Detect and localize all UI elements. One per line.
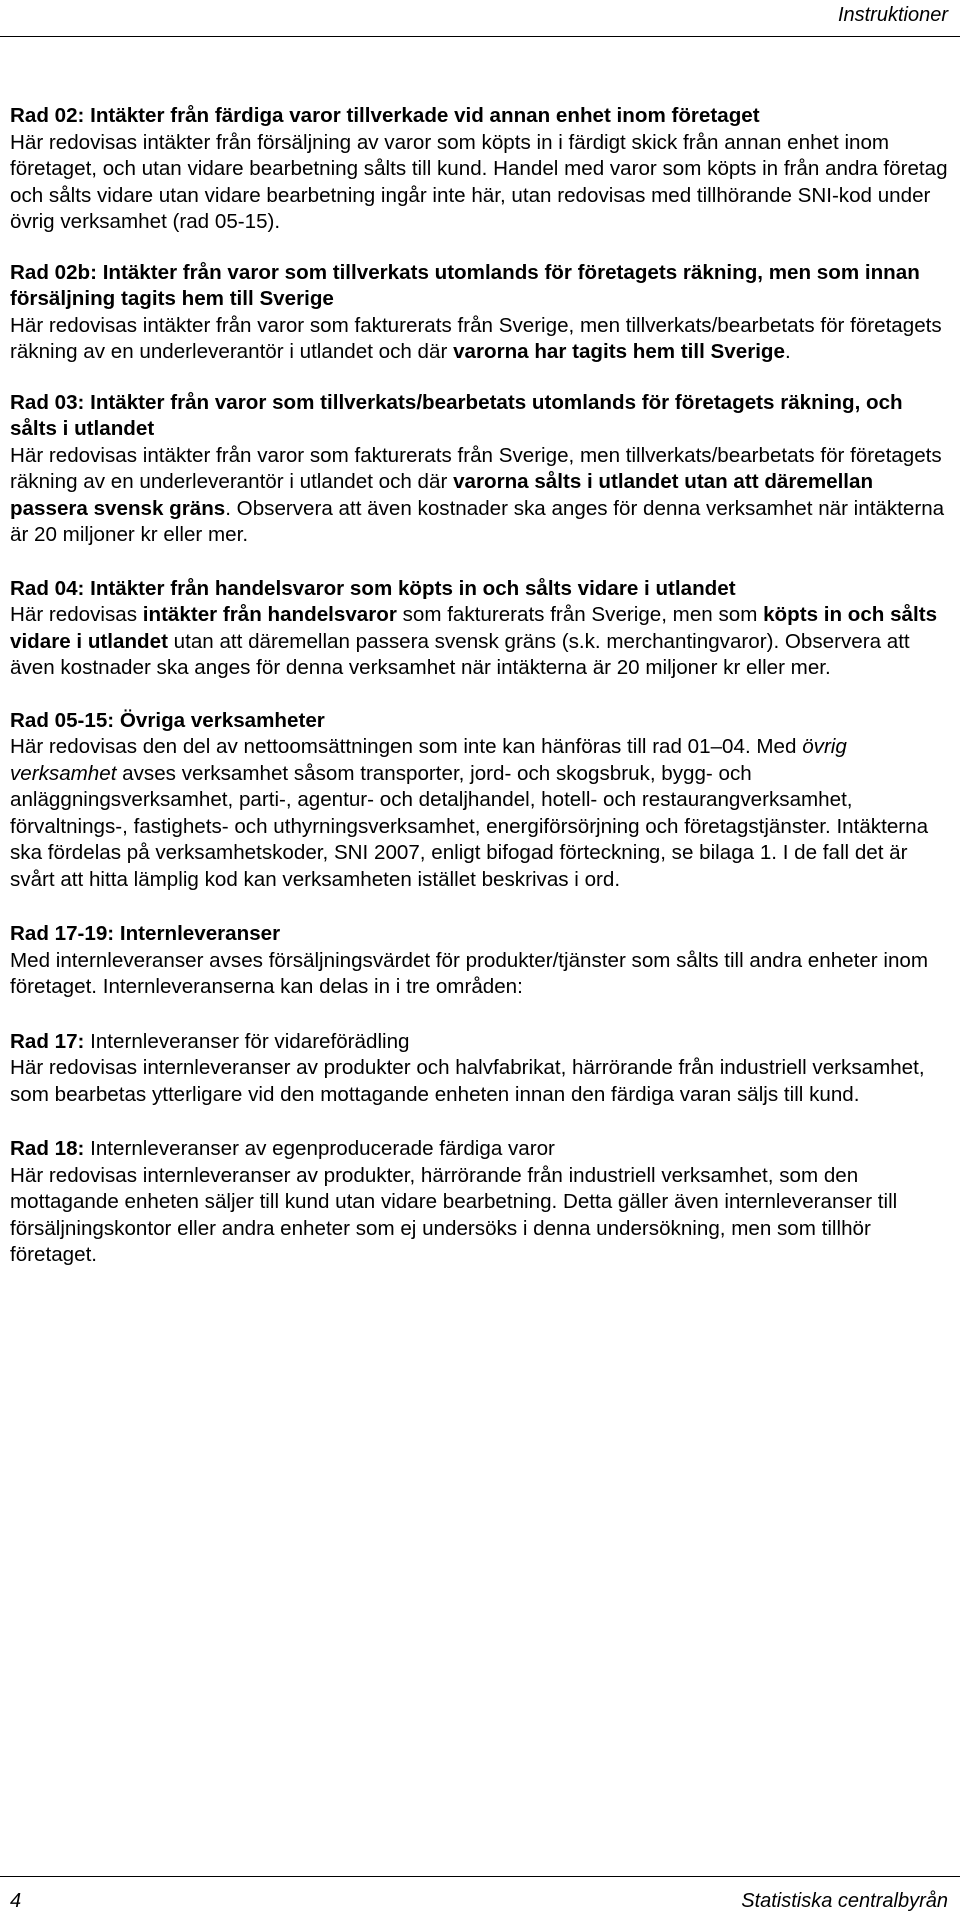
section-heading: Rad 02b: Intäkter från varor som tillverkats utomlands för företagets räkning, men som innan försäljning tagits hem till Sverige	[10, 260, 920, 310]
section-text: Här redovisas intäkter från varor som fakturerats från Sverige, men tillverkats/bearbetats för företagets räkning av en underleverantör i utlandet och där varorna har tagits hem till Sverige.	[10, 313, 942, 363]
section-rad-18	[10, 1136, 955, 1269]
section-rad-03	[10, 390, 955, 549]
section-rad-04	[10, 576, 955, 682]
page-number: 4	[10, 1890, 22, 1912]
section-rad-05-15	[10, 708, 955, 894]
section-rad-17-19	[10, 921, 955, 1001]
header-divider	[0, 36, 960, 37]
section-heading: Rad 04: Intäkter från handelsvaror som köpts in och sålts vidare i utlandet	[10, 576, 736, 600]
section-text: Här redovisas intäkter från varor som fakturerats från Sverige, men tillverkats/bearbetats för företagets räkning av en underleverantör i utlandet och där varorna sålts i utlandet utan att däremellan passera svensk gräns. Observera att även kostnader ska anges för denna verksamhet när intäkterna är 20 miljoner kr eller mer.	[10, 443, 945, 546]
section-rad-17	[10, 1029, 955, 1109]
footer-divider	[0, 1876, 960, 1877]
section-heading: Rad 03: Intäkter från varor som tillverkats/bearbetats utomlands för företagets räkning, och sålts i utlandet	[10, 390, 903, 440]
section-heading: Rad 05-15: Övriga verksamheter	[10, 708, 325, 732]
section-text: Med internleveranser avses försäljningsvärdet för produkter/tjänster som sålts till andra enheter inom företaget. Internleveranserna kan delas in i tre områden:	[10, 948, 929, 998]
document-body	[10, 103, 955, 1269]
section-heading: Rad 02: Intäkter från färdiga varor tillverkade vid annan enhet inom företaget	[10, 104, 760, 127]
section-text: Här redovisas internleveranser av produkter, härrörande från industriell verksamhet, som den mottagande enheten säljer till kund utan vidare bearbetning. Detta gäller även internleveranser till försäljningskontor eller andra enheter som ej undersöks i denna undersökning, men som tillhör företaget.	[10, 1163, 898, 1266]
section-heading: Rad 17: Internleveranser för vidareförädling	[10, 1029, 410, 1053]
section-heading: Rad 18: Internleveranser av egenproducerade färdiga varor	[10, 1137, 555, 1160]
section-text: Här redovisas intäkter från handelsvaror som fakturerats från Sverige, men som köpts in och sålts vidare i utlandet utan att däremellan passera svensk gräns (s.k. merchantingvaror). Observera att även kostnader ska anges för denna verksamhet när intäkterna är 20 miljoner kr eller mer.	[10, 603, 938, 679]
section-rad-02	[10, 103, 955, 236]
section-text: Här redovisas intäkter från försäljning av varor som köpts in i färdigt skick från annan enhet inom företaget, och utan vidare bearbetning sålts till kund. Handel med varor som köpts in från andra företag och sålts vidare utan vidare bearbetning ingår inte här, utan redovisas med tillhörande SNI-kod under övrig verksamhet (rad 05-15).	[10, 130, 948, 233]
section-rad-02b	[10, 260, 955, 366]
page-footer	[0, 1876, 960, 1920]
footer-organization: Statistiska centralbyrån	[741, 1890, 948, 1912]
page-header	[0, 0, 960, 44]
section-text: Här redovisas internleveranser av produkter och halvfabrikat, härrörande från industriell verksamhet, som bearbetas ytterligare vid den mottagande enheten innan den färdiga varan säljs till kund.	[10, 1056, 925, 1106]
section-text: Här redovisas den del av nettoomsättningen som inte kan hänföras till rad 01–04. Med övrig verksamhet avses verksamhet såsom transporter, jord- och skogsbruk, bygg- och anläggningsverksamhet, parti-, agentur- och detaljhandel, hotell- och restaurangverksamhet, förvaltnings-, fastighets- och uthyrningsverksamhet, energiförsörjning och företagstjänster. Intäkterna ska fördelas på verksamhetskoder, SNI 2007, enligt bifogad förteckning, se bilaga 1. I de fall det är svårt att hitta lämplig kod kan verksamheten istället beskrivas i ord.	[10, 735, 929, 891]
header-title: Instruktioner	[837, 4, 948, 26]
section-heading: Rad 17-19: Internleveranser	[10, 922, 281, 945]
